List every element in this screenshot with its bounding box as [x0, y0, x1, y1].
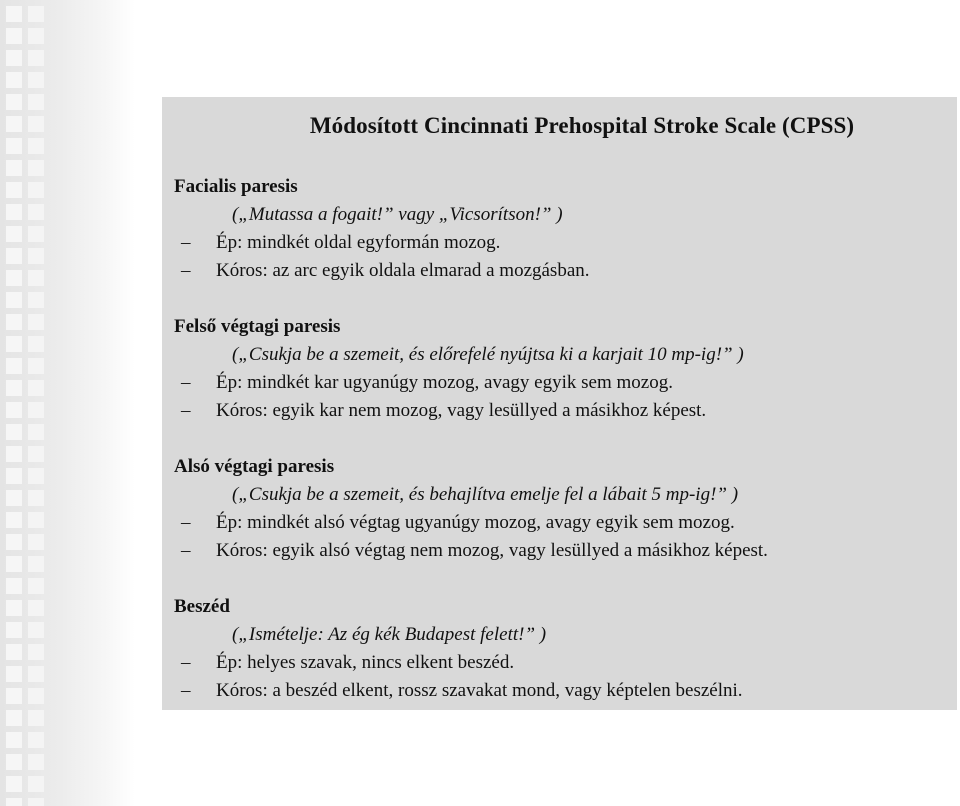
section-heading: Facialis paresis: [174, 176, 298, 197]
bullet-dash: –: [181, 232, 191, 253]
section-felso-vegtagi-paresis: [173, 313, 949, 425]
document-panel: [162, 97, 957, 710]
bullet-dash: –: [181, 512, 191, 533]
bullet-dash: –: [181, 400, 191, 421]
side-decoration: [0, 0, 135, 806]
section-heading: Beszéd: [174, 596, 230, 617]
list-item: [173, 649, 949, 677]
bullet-dash: –: [181, 680, 191, 701]
section-heading: Alsó végtagi paresis: [174, 456, 335, 477]
bullet-text: Ép: mindkét alsó végtag ugyanúgy mozog, avagy egyik sem mozog.: [216, 512, 735, 533]
bullet-text: Kóros: egyik kar nem mozog, vagy lesüllyed a másikhoz képest.: [216, 400, 707, 421]
section-beszed: [173, 593, 949, 705]
side-filmstrip-squares: [6, 6, 22, 806]
bullet-text: Ép: mindkét kar ugyanúgy mozog, avagy egyik sem mozog.: [216, 372, 673, 393]
section-heading: Felső végtagi paresis: [174, 316, 341, 337]
list-item: [173, 229, 949, 257]
side-filmstrip-squares: [28, 6, 44, 806]
document-title: Módosított Cincinnati Prehospital Stroke Scale (CPSS): [309, 113, 855, 138]
bullet-dash: –: [181, 540, 191, 561]
list-item: [173, 257, 949, 285]
list-item: [173, 509, 949, 537]
bullet-text: Kóros: egyik alsó végtag nem mozog, vagy lesüllyed a másikhoz képest.: [216, 540, 768, 561]
bullet-dash: –: [181, 372, 191, 393]
section-instruction: („Csukja be a szemeit, és előrefelé nyújtsa ki a karjait 10 mp-ig!” ): [232, 344, 744, 365]
bullet-text: Ép: mindkét oldal egyformán mozog.: [216, 232, 501, 253]
section-facialis-paresis: [173, 173, 949, 285]
list-item: [173, 369, 949, 397]
section-instruction: („Ismételje: Az ég kék Budapest felett!” ): [232, 624, 547, 645]
bullet-text: Ép: helyes szavak, nincs elkent beszéd.: [216, 652, 515, 673]
bullet-dash: –: [181, 260, 191, 281]
bullet-text: Kóros: az arc egyik oldala elmarad a mozgásban.: [216, 260, 590, 281]
bullet-text: Kóros: a beszéd elkent, rossz szavakat mond, vagy képtelen beszélni.: [216, 680, 743, 701]
bullet-dash: –: [181, 652, 191, 673]
list-item: [173, 677, 949, 705]
section-instruction: („Mutassa a fogait!” vagy „Vicsorítson!” ): [232, 204, 563, 225]
list-item: [173, 537, 949, 565]
section-also-vegtagi-paresis: [173, 453, 949, 565]
section-instruction: („Csukja be a szemeit, és behajlítva emelje fel a lábait 5 mp-ig!” ): [232, 484, 739, 505]
list-item: [173, 397, 949, 425]
